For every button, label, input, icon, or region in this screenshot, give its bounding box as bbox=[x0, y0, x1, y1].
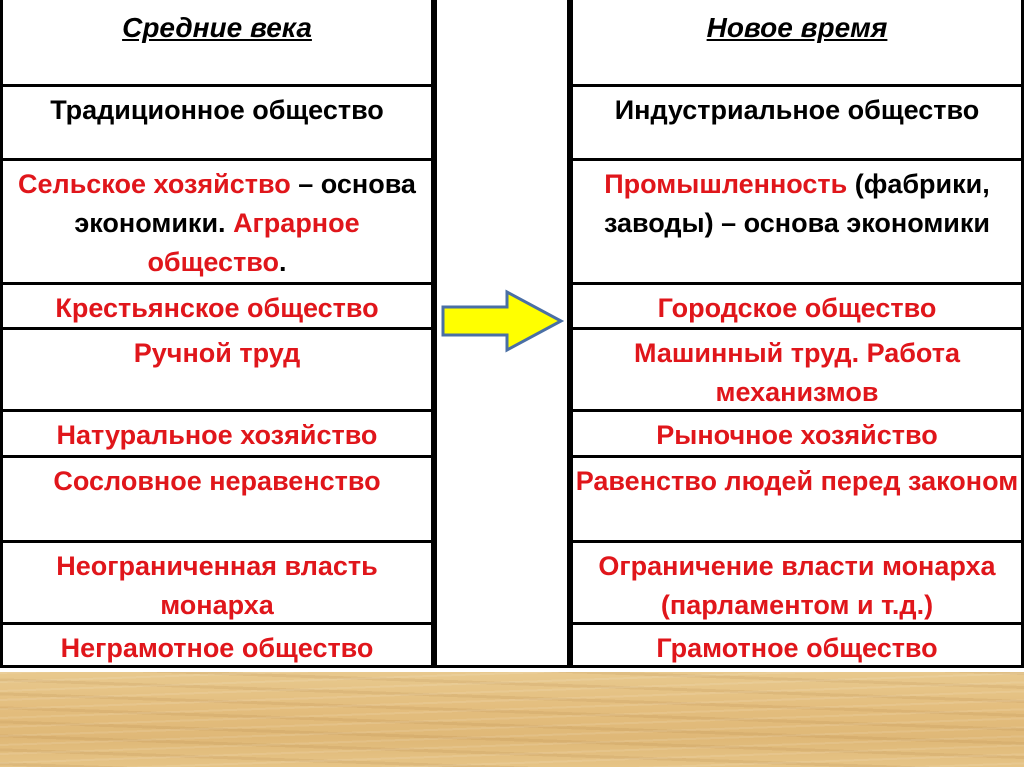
table-cell bbox=[573, 625, 1021, 665]
table-cell bbox=[3, 625, 431, 665]
cell-text-part: Промышленность bbox=[604, 169, 848, 199]
table-cell bbox=[573, 87, 1021, 158]
cell-text bbox=[658, 289, 937, 328]
table-cell bbox=[3, 285, 431, 327]
table-cell bbox=[573, 543, 1021, 622]
table-cell bbox=[3, 161, 431, 282]
cell-text-part: . bbox=[279, 247, 287, 277]
cell-text-part: Неограниченная власть монарха bbox=[56, 551, 378, 620]
right-arrow-icon bbox=[440, 289, 566, 353]
cell-text bbox=[57, 416, 378, 455]
cell-text-part: Ограничение власти монарха (парламентом и т.д.) bbox=[598, 551, 996, 620]
cell-text-part: Сословное неравенство bbox=[53, 466, 381, 496]
cell-text-part: Равенство людей перед законом bbox=[575, 466, 1019, 496]
cell-text-part: Неграмотное общество bbox=[60, 633, 374, 663]
cell-text bbox=[573, 334, 1021, 412]
column-modern-era bbox=[570, 0, 1024, 668]
table-cell bbox=[3, 330, 431, 409]
column-header: Новое время bbox=[573, 0, 1021, 84]
cell-text bbox=[3, 547, 431, 625]
table-cell bbox=[573, 161, 1021, 282]
cell-text-part: Аграрное общество bbox=[147, 208, 360, 277]
table-cell bbox=[3, 412, 431, 455]
column-header: Средние века bbox=[3, 0, 431, 84]
column-middle-ages bbox=[0, 0, 434, 668]
cell-text bbox=[573, 547, 1021, 625]
wood-texture-footer bbox=[0, 672, 1024, 767]
cell-text-part: Городское общество bbox=[657, 293, 937, 323]
cell-text bbox=[55, 289, 378, 328]
table-cell bbox=[3, 458, 431, 540]
cell-text bbox=[53, 462, 380, 501]
cell-text-part: Индустриальное общество bbox=[614, 95, 980, 125]
table-cell bbox=[3, 543, 431, 622]
cell-text bbox=[656, 416, 937, 455]
cell-text-part: Машинный труд. Работа механизмов bbox=[634, 338, 960, 407]
cell-text-part: Натуральное хозяйство bbox=[56, 420, 378, 450]
cell-text-part: Грамотное общество bbox=[656, 633, 938, 663]
table-cell bbox=[573, 458, 1021, 540]
table-cell bbox=[3, 87, 431, 158]
cell-text bbox=[573, 165, 1021, 243]
cell-text bbox=[576, 462, 1018, 501]
cell-text-part: Ручной труд bbox=[133, 338, 301, 368]
cell-text bbox=[615, 91, 980, 130]
cell-text-part: (фабрики, заводы) – основа экономики bbox=[603, 169, 991, 238]
cell-text-part: Крестьянское общество bbox=[55, 293, 379, 323]
cell-text-part: Рыночное хозяйство bbox=[656, 420, 938, 450]
table-cell bbox=[573, 285, 1021, 327]
cell-text-part: Традиционное общество bbox=[50, 95, 384, 125]
cell-text bbox=[50, 91, 384, 130]
table-cell bbox=[573, 412, 1021, 455]
cell-text-part: Сельское хозяйство bbox=[18, 169, 291, 199]
cell-text bbox=[656, 629, 937, 668]
cell-text bbox=[3, 165, 431, 282]
cell-text bbox=[134, 334, 300, 373]
cell-text bbox=[61, 629, 374, 668]
cell-text-part: – основа экономики. bbox=[74, 169, 416, 238]
table-cell bbox=[573, 330, 1021, 409]
